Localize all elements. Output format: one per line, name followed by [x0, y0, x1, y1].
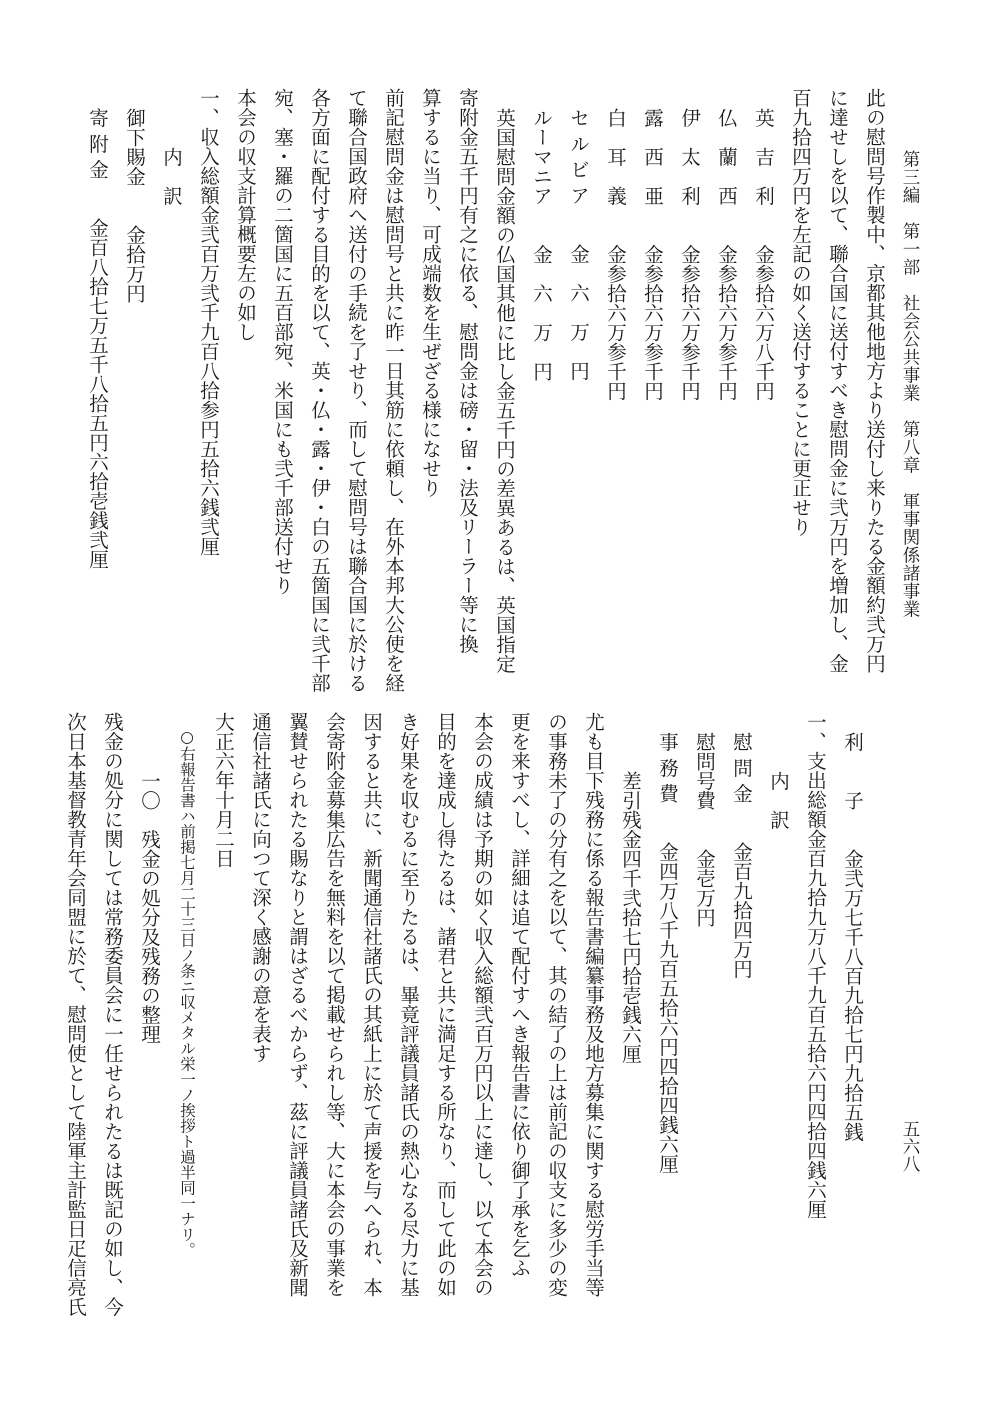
- page-number: 五六八: [900, 1120, 920, 1173]
- editorial-note: ○右報告書ハ前掲七月二十三日ノ条ニ収メタル栄一ノ挨拶ト過半同一ナリ。: [178, 727, 196, 1257]
- text-line: 百九拾四万円を左記の如く送付することに更正せり: [789, 88, 812, 537]
- text-line: 一、支出総額金百九拾九万八千九百五拾六円四拾四銭六厘: [804, 712, 827, 1219]
- text-line: き好果を収むるに至りたるは、畢竟評議員諸氏の熱心なる尽力に基: [397, 712, 420, 1297]
- text-line: 算するに当り、可成端数を生ぜざる様になせり: [419, 88, 442, 498]
- text-line: 各方面に配付する目的を以て、英・仏・露・伊・白の五箇国に弐千部: [308, 88, 331, 693]
- text-line: 白 耳 義 金参拾六万参千円: [604, 107, 627, 400]
- text-line: 寄附金五千円有之に依る、慰問金は磅・留・法及リーラー等に換: [456, 88, 479, 654]
- text-line: 伊 太 利 金参拾六万参千円: [678, 107, 701, 400]
- text-line: 御下賜金 金拾万円: [123, 107, 146, 303]
- text-line: セ ル ビ ア 金 六 万 円: [567, 107, 590, 380]
- text-line: 内 訳: [767, 770, 790, 829]
- text-line: 慰問号費 金壱万円: [693, 731, 716, 927]
- text-line: 残金の処分に関しては常務委員会に一任せられたるは既記の如し、今: [101, 712, 124, 1317]
- text-line: 因すると共に、新聞通信社諸氏の其紙上に於て声援を与へられ、本: [360, 712, 383, 1297]
- upper-text-block: [79, 88, 893, 693]
- text-line: 仏 蘭 西 金参拾六万参千円: [715, 107, 738, 400]
- text-line: 大正六年十月二日: [212, 712, 235, 868]
- text-line: 目的を達成し得たるは、諸君と共に満足する所なり、而して此の如: [434, 712, 457, 1297]
- running-head: 第三編 第一部 社会公共事業 第八章 軍事関係諸事業: [900, 150, 920, 618]
- text-line: 英国慰問金額の仏国其他に比し金五千円の差異あるは、英国指定: [493, 107, 516, 673]
- text-line: 会寄附金募集広告を無料を以て掲載せられし等、大に本会の事業を: [323, 712, 346, 1297]
- text-line: に達せしを以て、聯合国に送付すべき慰問金に弐万円を増加し、金: [826, 88, 849, 673]
- text-line: 更を来すべし、詳細は追て配付すへき報告書に依り御了承を乞ふ: [508, 712, 531, 1278]
- text-line: 宛、塞・羅の二箇国に五百部宛、米国にも弐千部送付せり: [271, 88, 294, 595]
- text-line: 差引残金四千弐拾七円拾壱銭六厘: [619, 770, 642, 1063]
- text-line: 此の慰問号作製中、京都其他地方より送付し来りたる金額約弐万円: [863, 88, 886, 673]
- text-line: 内 訳: [160, 146, 183, 205]
- text-line: 本会の成績は予期の如く収入総額弐百万円以上に達し、以て本会の: [471, 712, 494, 1297]
- text-line: 慰 問 金 金百九拾四万円: [730, 731, 753, 978]
- text-line: 一、収入総額金弐百万弐千九百八拾参円五拾六銭弐厘: [197, 88, 220, 556]
- text-line: 事 務 費 金四万八千九百五拾六円四拾四銭六厘: [656, 731, 679, 1173]
- text-line: 本会の収支計算概要左の如し: [234, 88, 257, 342]
- text-line: の事務未了の分有之を以て、其の結了の上は前記の収支に多少の変: [545, 712, 568, 1297]
- text-line: 翼賛せられたる賜なりと謂はざるべからず、茲に評議員諸氏及新聞: [286, 712, 309, 1297]
- text-line: て聯合国政府へ送付の手続を了せり、而して慰問号は聯合国に於ける: [345, 88, 368, 693]
- text-line: 露 西 亜 金参拾六万参千円: [641, 107, 664, 400]
- text-line: 利 子 金弐万七千八百九拾七円九拾五銭: [841, 731, 864, 1141]
- lower-text-block: [57, 712, 871, 1322]
- text-line: 通信社諸氏に向つて深く感謝の意を表す: [249, 712, 272, 1063]
- text-line: 次日本基督教青年会同盟に於て、慰問使として陸軍主計監日疋信亮氏: [64, 712, 87, 1317]
- text-line: 英 吉 利 金参拾六万八千円: [752, 107, 775, 400]
- text-line: 前記慰問金は慰問号と共に昨一日其筋に依頼し、在外本邦大公使を経: [382, 88, 405, 693]
- text-line: ルーマニア 金 六 万 円: [530, 107, 553, 381]
- section-heading: 一〇 残金の処分及残務の整理: [138, 770, 161, 1044]
- text-line: 尤も目下残務に係る報告書編纂事務及地方募集に関する慰労手当等: [582, 712, 605, 1297]
- text-line: 寄 附 金 金百八拾七万五千八拾五円六拾壱銭弐厘: [86, 107, 109, 569]
